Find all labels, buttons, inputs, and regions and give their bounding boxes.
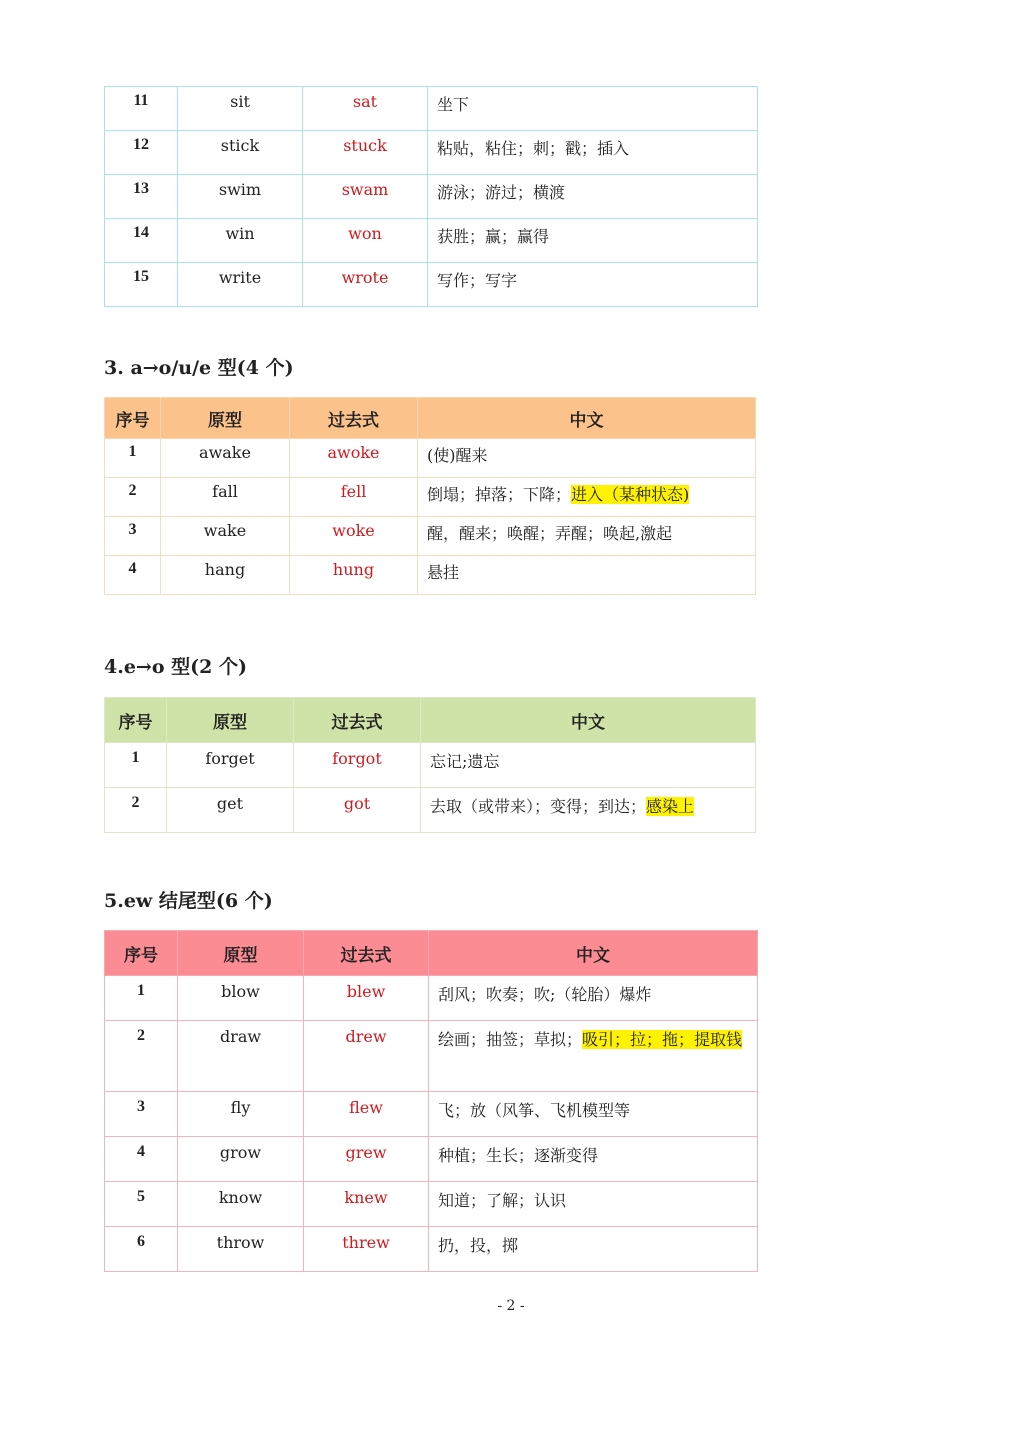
header-past: 过去式 [290, 398, 418, 439]
verb-table-continued [104, 86, 758, 307]
row-number: 2 [105, 788, 167, 833]
past-form: grew [304, 1137, 429, 1182]
table-header-row [105, 698, 756, 743]
chinese-meaning: 刮风；吹奏；吹;（轮胎）爆炸 [429, 976, 758, 1021]
table-row [105, 1182, 758, 1227]
past-form: sat [303, 87, 428, 131]
header-past: 过去式 [304, 931, 429, 976]
table-row [105, 517, 756, 556]
row-number: 1 [105, 743, 167, 788]
chinese-meaning: 飞；放（风筝、飞机模型等 [429, 1092, 758, 1137]
highlighted-meaning: 吸引；拉；拖；提取钱 [582, 1030, 743, 1049]
row-number: 13 [105, 175, 178, 219]
chinese-meaning: 粘贴，粘住；刺；戳；插入 [428, 131, 758, 175]
row-number: 1 [105, 976, 178, 1021]
header-chinese: 中文 [421, 698, 756, 743]
row-number: 6 [105, 1227, 178, 1272]
past-form: blew [304, 976, 429, 1021]
chinese-meaning: 游泳；游过；横渡 [428, 175, 758, 219]
base-form: swim [178, 175, 303, 219]
base-form: get [167, 788, 294, 833]
table-row [105, 175, 758, 219]
past-form: swam [303, 175, 428, 219]
table-row [105, 131, 758, 175]
row-number: 4 [105, 1137, 178, 1182]
highlighted-meaning: 感染上 [646, 797, 695, 816]
header-number: 序号 [105, 931, 178, 976]
base-form: win [178, 219, 303, 263]
table-row [105, 788, 756, 833]
verb-table-ew-ending [104, 930, 758, 1272]
chinese-meaning [421, 788, 756, 833]
verb-table-a-to-ou-e [104, 397, 756, 595]
section-heading: 4.e→o 型(2 个) [104, 656, 247, 678]
row-number: 2 [105, 1021, 178, 1092]
row-number: 1 [105, 439, 161, 478]
base-form: grow [178, 1137, 304, 1182]
base-form: awake [161, 439, 290, 478]
table-row [105, 263, 758, 307]
table-row [105, 478, 756, 517]
chinese-meaning: 种植；生长；逐渐变得 [429, 1137, 758, 1182]
header-base: 原型 [167, 698, 294, 743]
table-row [105, 1092, 758, 1137]
table-row [105, 219, 758, 263]
past-form: hung [290, 556, 418, 595]
chinese-meaning: 醒，醒来；唤醒；弄醒；唤起,激起 [418, 517, 756, 556]
meaning-text: 绘画；抽签；草拟； [438, 1030, 583, 1049]
base-form: fall [161, 478, 290, 517]
base-form: stick [178, 131, 303, 175]
header-number: 序号 [105, 398, 161, 439]
table-row [105, 1137, 758, 1182]
base-form: write [178, 263, 303, 307]
base-form: wake [161, 517, 290, 556]
past-form: wrote [303, 263, 428, 307]
past-form: woke [290, 517, 418, 556]
chinese-meaning: 悬挂 [418, 556, 756, 595]
past-form: forgot [294, 743, 421, 788]
past-form: knew [304, 1182, 429, 1227]
chinese-meaning: (使)醒来 [418, 439, 756, 478]
header-past: 过去式 [294, 698, 421, 743]
verb-table-e-to-o [104, 697, 756, 833]
base-form: know [178, 1182, 304, 1227]
chinese-meaning: 扔，投，掷 [429, 1227, 758, 1272]
row-number: 4 [105, 556, 161, 595]
base-form: hang [161, 556, 290, 595]
table-row [105, 1021, 758, 1092]
header-base: 原型 [161, 398, 290, 439]
chinese-meaning: 忘记;遗忘 [421, 743, 756, 788]
header-chinese: 中文 [429, 931, 758, 976]
past-form: fell [290, 478, 418, 517]
table-header-row [105, 931, 758, 976]
past-form: stuck [303, 131, 428, 175]
base-form: sit [178, 87, 303, 131]
row-number: 3 [105, 517, 161, 556]
chinese-meaning: 写作；写字 [428, 263, 758, 307]
table-row [105, 1227, 758, 1272]
table-row [105, 87, 758, 131]
table-row [105, 743, 756, 788]
table-row [105, 556, 756, 595]
base-form: fly [178, 1092, 304, 1137]
row-number: 15 [105, 263, 178, 307]
chinese-meaning [418, 478, 756, 517]
past-form: threw [304, 1227, 429, 1272]
highlighted-meaning: 进入（某种状态) [571, 485, 690, 504]
page-number: - 2 - [497, 1298, 525, 1314]
past-form: drew [304, 1021, 429, 1092]
chinese-meaning: 坐下 [428, 87, 758, 131]
table-row [105, 976, 758, 1021]
row-number: 11 [105, 87, 178, 131]
base-form: forget [167, 743, 294, 788]
meaning-text: 倒塌；掉落；下降； [427, 485, 572, 504]
table-row [105, 439, 756, 478]
row-number: 14 [105, 219, 178, 263]
header-base: 原型 [178, 931, 304, 976]
row-number: 12 [105, 131, 178, 175]
header-chinese: 中文 [418, 398, 756, 439]
meaning-text: 去取（或带来）；变得；到达； [430, 797, 647, 816]
row-number: 2 [105, 478, 161, 517]
table-header-row [105, 398, 756, 439]
section-heading: 3. a→o/u/e 型(4 个) [104, 357, 294, 379]
chinese-meaning: 知道；了解；认识 [429, 1182, 758, 1227]
section-heading: 5.ew 结尾型(6 个) [104, 890, 273, 912]
header-number: 序号 [105, 698, 167, 743]
row-number: 3 [105, 1092, 178, 1137]
base-form: blow [178, 976, 304, 1021]
chinese-meaning: 获胜；赢；赢得 [428, 219, 758, 263]
base-form: draw [178, 1021, 304, 1092]
past-form: won [303, 219, 428, 263]
past-form: awoke [290, 439, 418, 478]
row-number: 5 [105, 1182, 178, 1227]
past-form: got [294, 788, 421, 833]
past-form: flew [304, 1092, 429, 1137]
chinese-meaning [429, 1021, 758, 1092]
base-form: throw [178, 1227, 304, 1272]
